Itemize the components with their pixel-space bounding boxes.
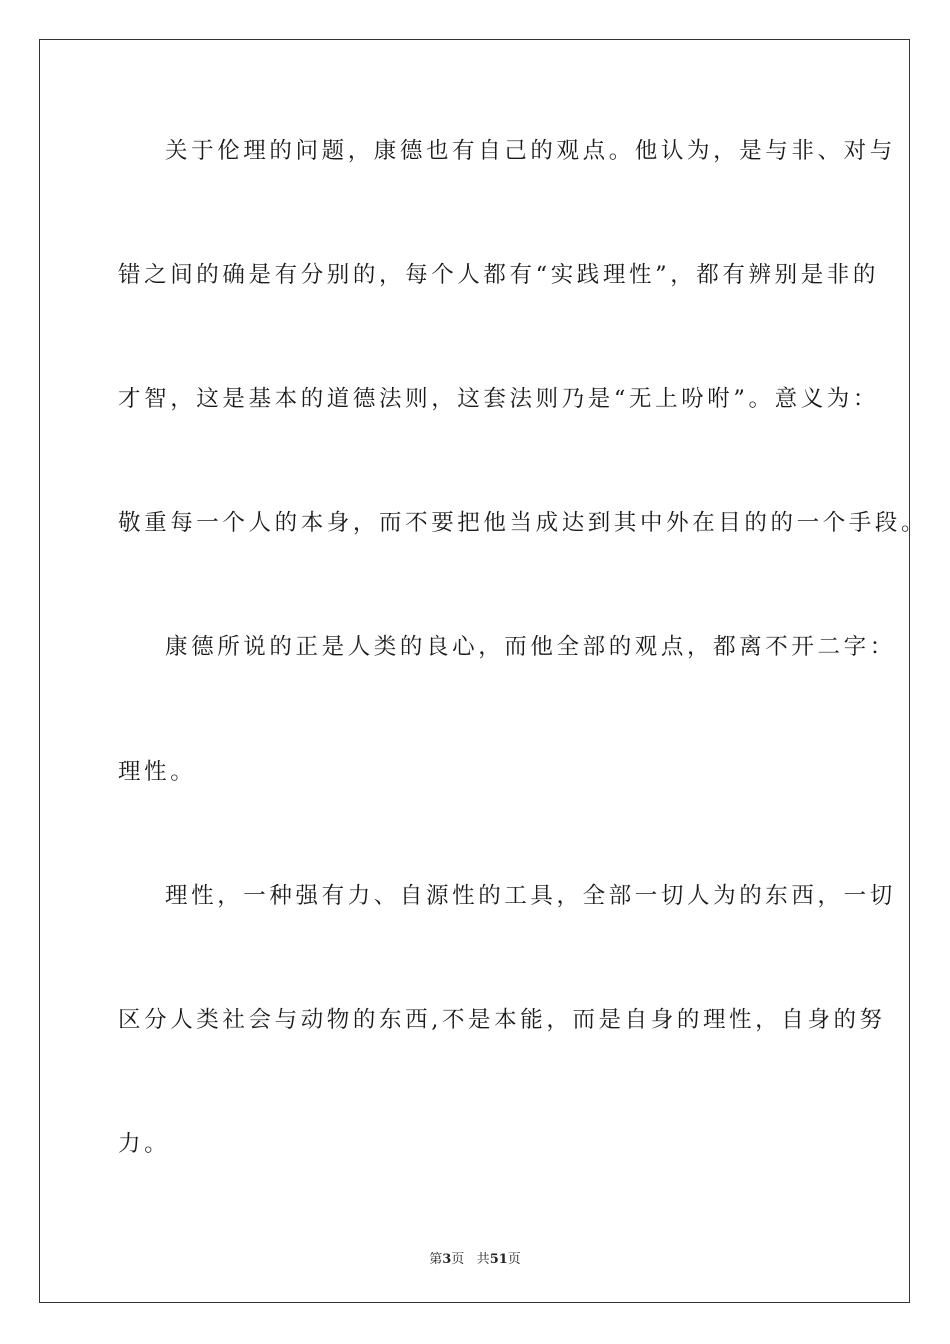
total-prefix: 共 [476, 1252, 490, 1267]
paragraph-line: 康德所说的正是人类的良心，而他全部的观点，都离不开二字： [165, 634, 896, 660]
paragraph-line: 敬重每一个人的本身，而不要把他当成达到其中外在目的的一个手段。 [118, 510, 928, 536]
paragraph-line: 区分人类社会与动物的东西,不是本能，而是自身的理性，自身的努 [118, 1007, 886, 1033]
page-prefix: 第 [429, 1252, 443, 1267]
paragraph-line: 关于伦理的问题，康德也有自己的观点。他认为，是与非、对与 [165, 138, 896, 164]
paragraph-line: 理性。 [118, 759, 197, 785]
total-pages: 51 [489, 1252, 508, 1267]
total-suffix: 页 [507, 1252, 521, 1267]
paragraph-line: 理性，一种强有力、自源性的工具，全部一切人为的东西，一切 [165, 883, 896, 909]
paragraph-line: 错之间的确是有分别的，每个人都有“实践理性”，都有辨别是非的 [118, 262, 880, 288]
paragraph-line: 力。 [118, 1131, 171, 1157]
page-number: 3 [442, 1252, 452, 1267]
page-border [39, 39, 928, 1303]
paragraph-line: 才智，这是基本的道德法则，这套法则乃是“无上吩咐”。意义为： [118, 386, 880, 412]
page-footer [0, 1248, 950, 1267]
page-suffix: 页 [451, 1252, 465, 1267]
